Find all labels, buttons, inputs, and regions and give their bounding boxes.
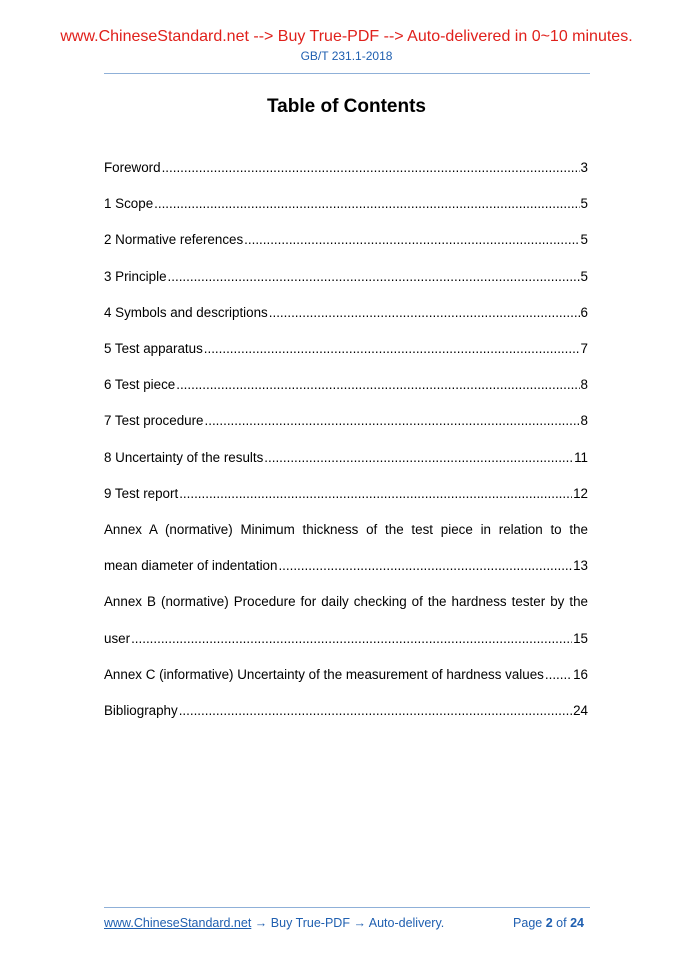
page-current: 2: [545, 916, 553, 930]
toc-entry-page: 7: [580, 341, 588, 357]
toc-entry-label: 8 Uncertainty of the results: [104, 449, 264, 465]
toc-entry-test-piece[interactable]: [104, 367, 588, 403]
toc-entry-label: 4 Symbols and descriptions: [104, 304, 268, 320]
toc-entry-label: 7 Test procedure: [104, 413, 204, 429]
page-total: 24: [570, 916, 584, 930]
toc-entry-page: 12: [573, 485, 588, 501]
toc-entry-page: 13: [573, 558, 588, 574]
toc-entry-uncertainty-results[interactable]: [104, 440, 588, 476]
toc-entry-label: Annex C (informative) Uncertainty of the measurement of hardness values: [104, 666, 544, 682]
toc-entry-page: 16: [573, 666, 588, 682]
toc-entry-annex-b[interactable]: [104, 584, 588, 620]
toc-entry-page: 5: [580, 196, 588, 212]
page-title: Table of Contents: [266, 96, 427, 117]
standard-code: GB/T 231.1-2018: [300, 49, 393, 63]
arrow-icon: →: [353, 916, 366, 930]
toc-entry-label: user: [104, 630, 131, 646]
header-divider: [104, 73, 590, 74]
toc-leader-dots: [244, 232, 579, 248]
toc-entry-label: 9 Test report: [104, 485, 179, 501]
toc-entry-page: 6: [580, 304, 588, 320]
toc-leader-dots: [176, 377, 579, 393]
toc-entry-label: Annex B (normative) Procedure for daily checking of the hardness tester by the: [104, 594, 588, 610]
toc-leader-dots: [162, 160, 580, 176]
toc-entry-page: 15: [573, 630, 588, 646]
footer-divider: [104, 907, 590, 908]
toc-entry-test-procedure[interactable]: [104, 403, 588, 439]
toc-entry-annex-a-continued[interactable]: [104, 548, 588, 584]
toc-leader-dots: [179, 703, 572, 719]
toc-entry-symbols[interactable]: [104, 295, 588, 331]
toc-entry-label: 1 Scope: [104, 196, 154, 212]
toc-leader-dots: [204, 341, 580, 357]
toc-entry-label: Bibliography: [104, 702, 178, 718]
toc-entry-principle[interactable]: [104, 259, 588, 295]
toc-entry-label: 5 Test apparatus: [104, 341, 203, 357]
footer-buy-text: Buy True-PDF: [270, 916, 350, 930]
footer-site-link[interactable]: www.ChineseStandard.net: [104, 916, 252, 930]
toc-leader-dots: [278, 558, 572, 574]
footer-delivery-text: Auto-delivery.: [368, 916, 445, 930]
toc-leader-dots: [205, 413, 580, 429]
toc-leader-dots: [131, 631, 572, 647]
page-number: [513, 915, 584, 931]
toc-entry-test-report[interactable]: [104, 476, 588, 512]
toc-entry-foreword[interactable]: [104, 150, 588, 186]
toc-entry-annex-c[interactable]: [104, 657, 588, 693]
page-prefix: Page: [513, 916, 543, 930]
toc-entry-scope[interactable]: [104, 186, 588, 222]
toc-entry-test-apparatus[interactable]: [104, 331, 588, 367]
toc-leader-dots: [545, 667, 572, 683]
toc-entry-label: Foreword: [104, 160, 161, 176]
toc-entry-label: 2 Normative references: [104, 232, 244, 248]
toc-entry-annex-a[interactable]: [104, 512, 588, 548]
page-of: of: [556, 916, 567, 930]
table-of-contents: [104, 150, 588, 729]
toc-entry-page: 8: [580, 413, 588, 429]
toc-entry-label: mean diameter of indentation: [104, 558, 278, 574]
arrow-icon: →: [254, 916, 268, 930]
toc-entry-bibliography[interactable]: [104, 693, 588, 729]
toc-entry-page: 11: [574, 449, 588, 465]
toc-leader-dots: [168, 269, 580, 285]
toc-leader-dots: [179, 486, 572, 502]
toc-leader-dots: [269, 305, 580, 321]
toc-entry-page: 8: [580, 377, 588, 393]
toc-entry-label: Annex A (normative) Minimum thickness of the test piece in relation to the: [104, 521, 588, 537]
toc-leader-dots: [154, 196, 579, 212]
toc-entry-annex-b-continued[interactable]: [104, 620, 588, 656]
toc-entry-page: 24: [573, 702, 588, 718]
toc-entry-page: 3: [580, 160, 588, 176]
toc-entry-normative-references[interactable]: [104, 222, 588, 258]
toc-entry-label: 3 Principle: [104, 268, 167, 284]
header-banner[interactable]: www.ChineseStandard.net --> Buy True-PDF --> Auto-delivered in 0~10 minutes.: [60, 28, 633, 45]
toc-entry-page: 5: [580, 268, 588, 284]
footer-promo: [104, 915, 444, 931]
toc-entry-page: 5: [580, 232, 588, 248]
toc-leader-dots: [264, 450, 573, 466]
toc-entry-label: 6 Test piece: [104, 377, 176, 393]
